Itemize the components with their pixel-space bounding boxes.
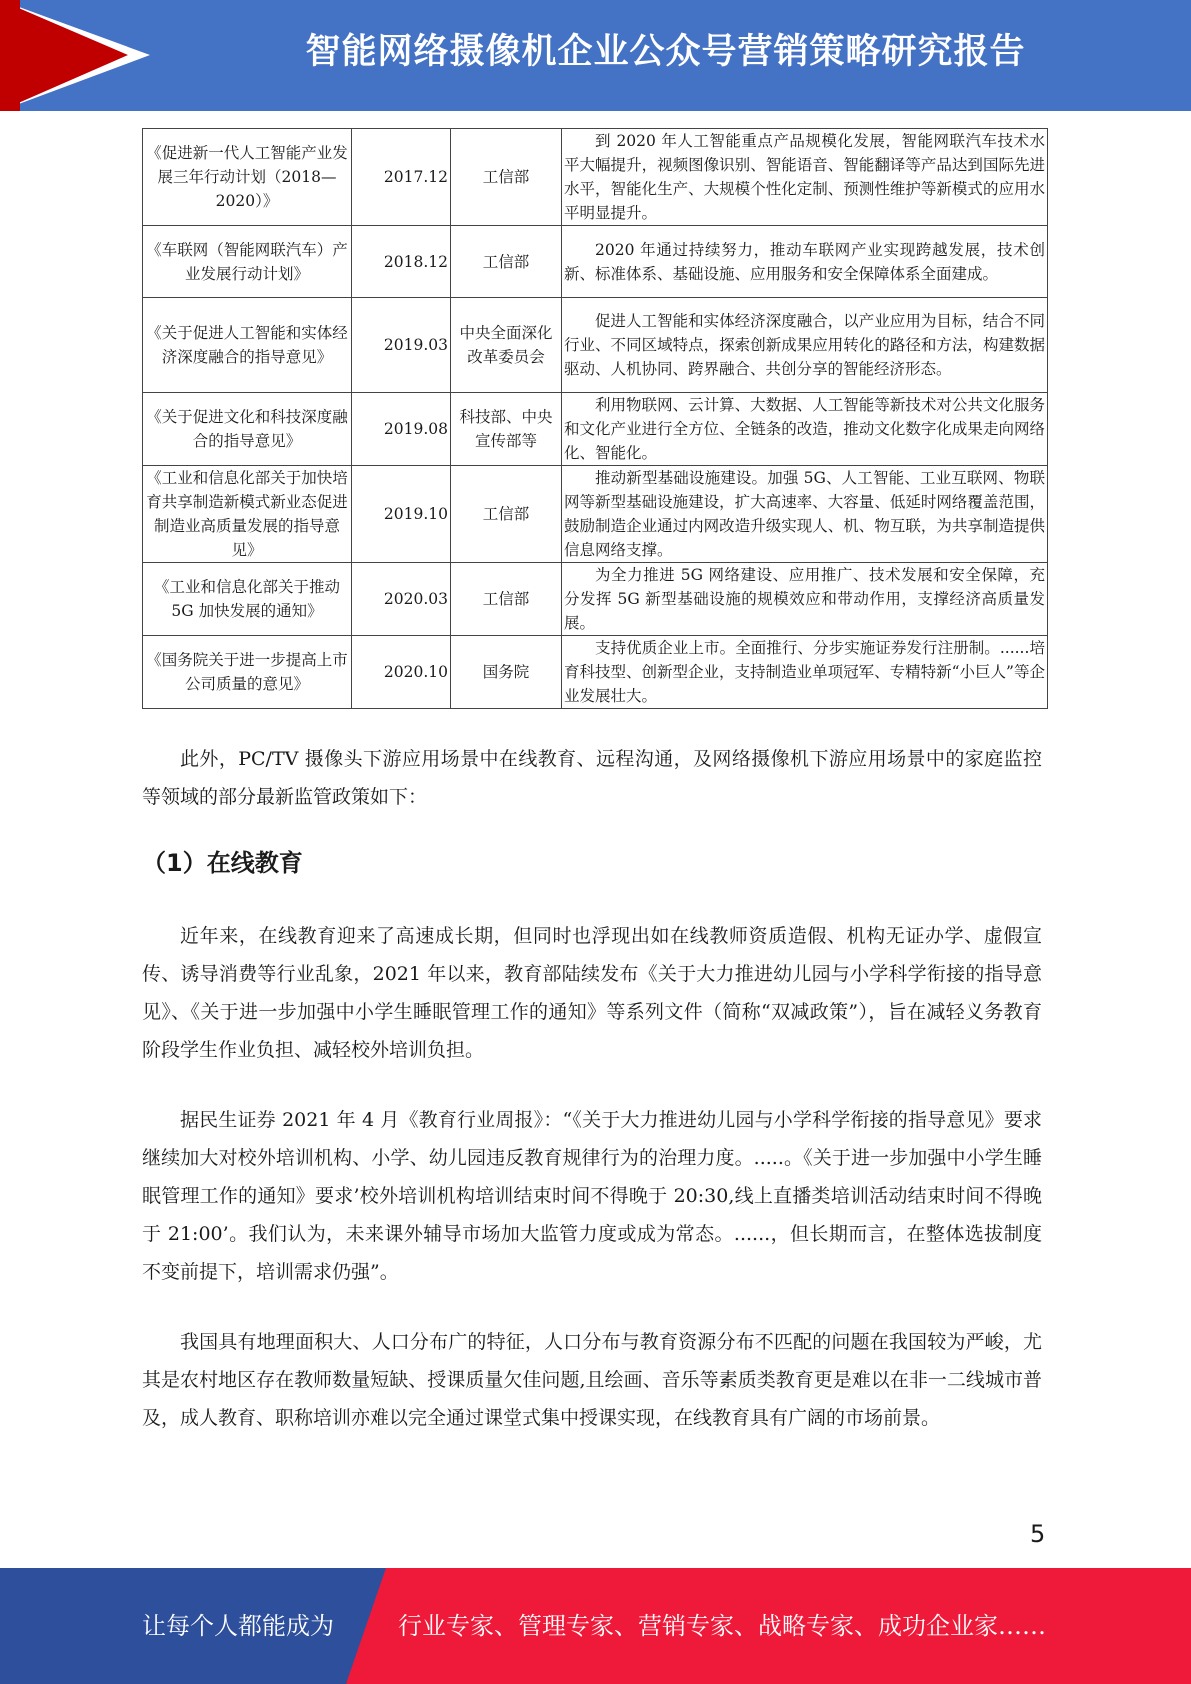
policy-date: 2020.03 [352, 563, 451, 636]
table-row [143, 393, 1048, 466]
policy-org: 科技部、中央宣传部等 [451, 393, 562, 466]
policy-name: 《工业和信息化部关于推动 5G 加快发展的通知》 [143, 563, 352, 636]
policy-org: 中央全面深化改革委员会 [451, 298, 562, 393]
table-row [143, 563, 1048, 636]
body-paragraph: 我国具有地理面积大、人口分布广的特征，人口分布与教育资源分布不匹配的问题在我国较为严峻，尤其是农村地区存在教师数量短缺、授课质量欠佳问题,且绘画、音乐等素质类教育更是难以在非一二线城市普及，成人教育、职称培训亦难以完全通过课堂式集中授课实现，在线教育具有广阔的市场前景。 [142, 1331, 1042, 1429]
table-row [143, 298, 1048, 393]
footer-slogan-left: 让每个人都能成为 [142, 1612, 334, 1640]
policy-content: 促进人工智能和实体经济深度融合，以产业应用为目标，结合不同行业、不同区域特点，探索创新成果应用转化的路径和方法，构建数据驱动、人机协同、跨界融合、共创分享的智能经济形态。 [562, 298, 1048, 393]
policy-content: 利用物联网、云计算、大数据、人工智能等新技术对公共文化服务和文化产业进行全方位、全链条的改造，推动文化数字化成果走向网络化、智能化。 [562, 393, 1048, 466]
policy-name: 《车联网（智能网联汽车）产业发展行动计划》 [143, 226, 352, 298]
page-header [0, 0, 1191, 111]
policy-table [142, 128, 1048, 709]
page-footer [0, 1568, 1191, 1684]
policy-name: 《关于促进文化和科技深度融合的指导意见》 [143, 393, 352, 466]
footer-slant [346, 1568, 386, 1684]
policy-org: 国务院 [451, 636, 562, 709]
footer-slogan-right: 行业专家、管理专家、营销专家、战略专家、成功企业家…… [398, 1612, 1046, 1640]
policy-content: 到 2020 年人工智能重点产品规模化发展，智能网联汽车技术水平大幅提升，视频图像识别、智能语音、智能翻译等产品达到国际先进水平，智能化生产、大规模个性化定制、预测性维护等新模式的应用水平明显提升。 [562, 129, 1048, 226]
body-paragraph: 近年来，在线教育迎来了高速成长期，但同时也浮现出如在线教师资质造假、机构无证办学、虚假宣传、诱导消费等行业乱象，2021 年以来，教育部陆续发布《关于大力推进幼儿园与小学科学衔接的指导意见》、《关于进一步加强中小学生睡眠管理工作的通知》等系列文件（简称“双减政策”），旨在减轻义务教育阶段学生作业负担、减轻校外培训负担。 [142, 925, 1042, 1061]
policy-name: 《国务院关于进一步提高上市公司质量的意见》 [143, 636, 352, 709]
table-row [143, 129, 1048, 226]
header-arrow-base [0, 0, 20, 111]
policy-date: 2019.08 [352, 393, 451, 466]
policy-org: 工信部 [451, 129, 562, 226]
table-row [143, 466, 1048, 563]
table-row [143, 226, 1048, 298]
report-title: 智能网络摄像机企业公众号营销策略研究报告 [305, 32, 1026, 72]
body-paragraph: 据民生证券 2021 年 4 月《教育行业周报》：“《关于大力推进幼儿园与小学科学衔接的指导意见》要求继续加大对校外培训机构、小学、幼儿园违反教育规律行为的治理力度。.....。《关于进一步加强中小学生睡眠管理工作的通知》要求’校外培训机构培训结束时间不得晚于 20:30,线上直播类培训活动结束时间不得晚于 21:00’。我们认为，未来课外辅导市场加大监管力度或成为常态。......，但长期而言，在整体选拔制度不变前提下，培训需求仍强”。 [142, 1109, 1042, 1283]
policy-content: 为全力推进 5G 网络建设、应用推广、技术发展和安全保障，充分发挥 5G 新型基础设施的规模效应和带动作用，支撑经济高质量发展。 [562, 563, 1048, 636]
policy-date: 2018.12 [352, 226, 451, 298]
policy-date: 2017.12 [352, 129, 451, 226]
policy-date: 2019.10 [352, 466, 451, 563]
policy-content: 支持优质企业上市。全面推行、分步实施证券发行注册制。......培育科技型、创新型企业，支持制造业单项冠军、专精特新“小巨人”等企业发展壮大。 [562, 636, 1048, 709]
policy-org: 工信部 [451, 466, 562, 563]
policy-org: 工信部 [451, 563, 562, 636]
page-number: 5 [1030, 1520, 1046, 1548]
policy-content: 推动新型基础设施建设。加强 5G、人工智能、工业互联网、物联网等新型基础设施建设，扩大高速率、大容量、低延时网络覆盖范围，鼓励制造企业通过内网改造升级实现人、机、物互联，为共享制造提供信息网络支撑。 [562, 466, 1048, 563]
policy-org: 工信部 [451, 226, 562, 298]
intro-paragraph: 此外，PC/TV 摄像头下游应用场景中在线教育、远程沟通，及网络摄像机下游应用场景中的家庭监控等领域的部分最新监管政策如下： [142, 748, 1042, 808]
policy-date: 2019.03 [352, 298, 451, 393]
policy-date: 2020.10 [352, 636, 451, 709]
policy-content: 2020 年通过持续努力，推动车联网产业实现跨越发展，技术创新、标准体系、基础设施、应用服务和安全保障体系全面建成。 [562, 226, 1048, 298]
policy-name: 《关于促进人工智能和实体经济深度融合的指导意见》 [143, 298, 352, 393]
section-heading: （1）在线教育 [142, 849, 303, 877]
policy-name: 《工业和信息化部关于加快培育共享制造新模式新业态促进制造业高质量发展的指导意见》 [143, 466, 352, 563]
table-row [143, 636, 1048, 709]
policy-name: 《促进新一代人工智能产业发展三年行动计划（2018—2020）》 [143, 129, 352, 226]
